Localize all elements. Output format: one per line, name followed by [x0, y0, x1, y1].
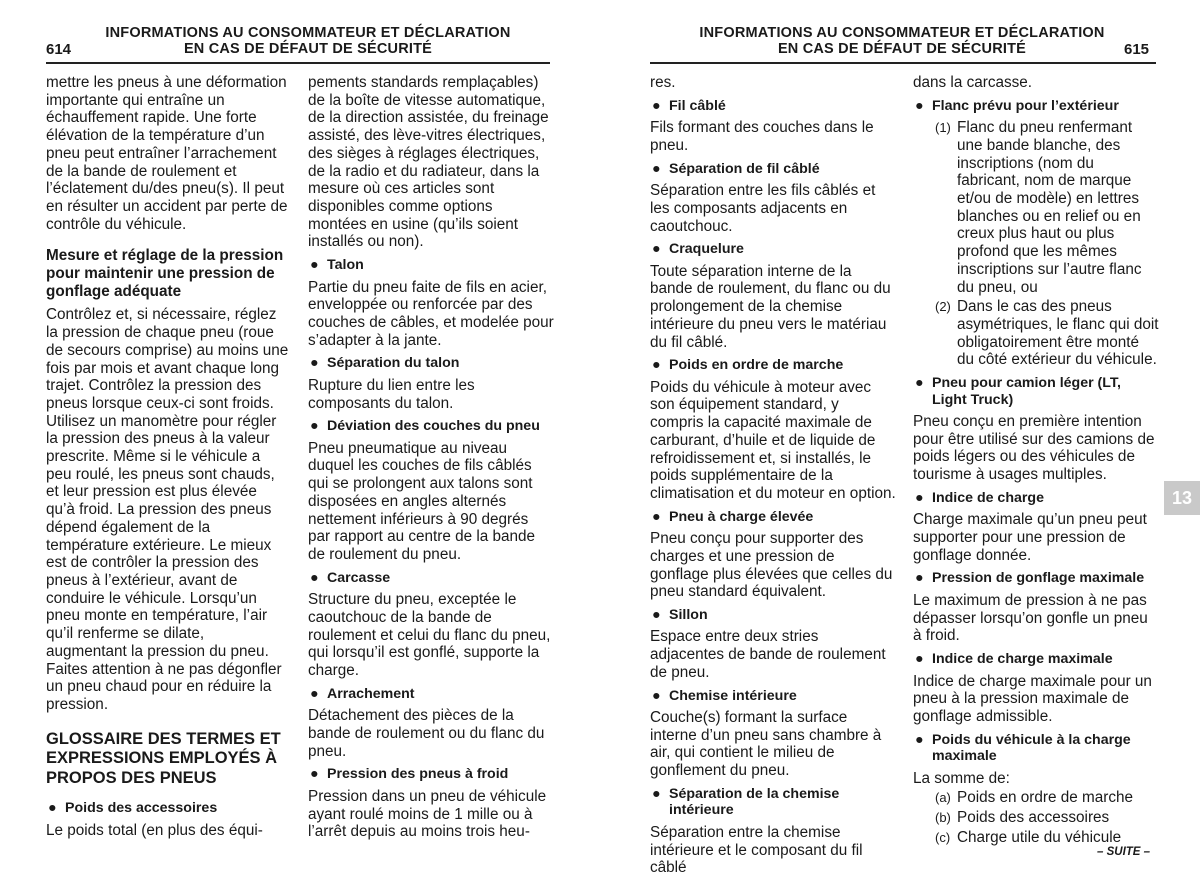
glossary-term	[913, 651, 1159, 668]
bullet-icon: ●	[310, 569, 319, 586]
item-number: (2)	[935, 299, 951, 315]
left-page-header	[88, 25, 528, 57]
left-header-line2: EN CAS DE DÉFAUT DE SÉCURITÉ	[183, 41, 433, 57]
col1-paragraph-1: mettre les pneus à une déformation importante qui entraîne un échauffement rapide. Une forte élévation de la température d’un pneu peut entraîner l’arrachement de la bande de roulement et l’éclatement du/des pneu(s). Il peut en résulter un accident par perte de contrôle du véhicule.	[46, 74, 288, 233]
term-definition: Séparation entre la chemise intérieure et le composant du fil câblé	[650, 823, 863, 877]
term-definition: Séparation entre les fils câblés et les composants adjacents en caoutchouc.	[650, 182, 876, 235]
bullet-icon: ●	[652, 160, 661, 177]
continued-label: – SUITE –	[1097, 846, 1151, 858]
right-header-line1: INFORMATIONS AU CONSOMMATEUR ET DÉCLARATION	[699, 25, 1105, 41]
term-label: Arrachement	[327, 685, 415, 702]
term-label: Chemise intérieure	[669, 687, 797, 704]
glossary-term	[913, 732, 1159, 765]
term-definition: Couche(s) formant la surface interne d’un pneu sans chambre à air, qui contient le milieu de gonflement du pneu.	[650, 709, 882, 780]
item-letter: (a)	[935, 790, 951, 806]
bullet-icon: ●	[652, 357, 661, 374]
left-header-rule	[46, 62, 550, 64]
right-page-header	[672, 25, 1132, 57]
term-label: Carcasse	[327, 569, 391, 586]
glossary-title: GLOSSAIRE DES TERMES ET EXPRESSIONS EMPLOYÉS À PROPOS DES PNEUS	[46, 729, 281, 787]
item-text: Flanc du pneu renfermant une bande blanche, des inscriptions (nom du fabricant, nom de marque et/ou de modèle) en lettres blanches ou en relief ou en creux plus haut ou plus profond que les mêmes inscriptions sur l’autre flanc du pneu, ou	[957, 119, 1142, 296]
term-definition: Le maximum de pression à ne pas dépasser lorsqu’on gonfle un pneu à froid.	[913, 591, 1148, 645]
term-label: Flanc prévu pour l’extérieur	[932, 97, 1119, 114]
bullet-icon: ●	[652, 97, 661, 114]
glossary-term	[308, 418, 554, 435]
term-definition: Partie du pneu faite de fils en acier, enveloppée ou renforcée par des couches de câbles, et modelée pour s’adapter à la jante.	[308, 278, 554, 349]
term-label: Pneu pour camion léger (LT, Light Truck)	[932, 375, 1121, 408]
bullet-icon: ●	[915, 731, 924, 748]
col2-paragraph-1: pements standards remplaçables) de la boîte de vitesse automatique, de la direction assistée, du freinage assisté, des lève-vitres électriques, des sièges à réglages électriques, de la radio et du radiateur, dans la mesure où ces articles sont disponibles comme options montées en usine (qu’ils soient installés ou non).	[308, 74, 549, 251]
glossary-term	[308, 355, 554, 372]
lettered-item	[913, 789, 1159, 807]
term-definition: Pression dans un pneu de véhicule ayant roulé moins de 1 mille ou à l’arrêt depuis au moins trois heu-	[308, 787, 547, 841]
glossary-term	[650, 357, 896, 374]
chapter-tab: 13	[1164, 481, 1200, 515]
pressure-section-heading: Mesure et réglage de la pression pour maintenir une pression de gonflage adéquate	[46, 247, 284, 300]
glossary-term	[650, 241, 896, 258]
term-definition: Détachement des pièces de la bande de roulement ou du flanc du pneu.	[308, 707, 545, 760]
term-definition: Rupture du lien entre les composants du talon.	[308, 376, 475, 412]
bullet-icon: ●	[310, 418, 319, 435]
left-page-number: 614	[46, 41, 72, 58]
glossary-term	[308, 257, 554, 274]
item-letter: (b)	[935, 810, 951, 826]
term-label: Poids en ordre de marche	[669, 357, 844, 374]
bullet-icon: ●	[915, 489, 924, 506]
lettered-item	[913, 809, 1159, 827]
item-text: Dans le cas des pneus asymétriques, le flanc qui doit obligatoirement être monté du côté extérieur du véhicule.	[957, 298, 1159, 369]
bullet-icon: ●	[652, 241, 661, 258]
term-label: Pression des pneus à froid	[327, 766, 509, 783]
term-label: Déviation des couches du pneu	[327, 418, 540, 435]
term-label: Séparation du talon	[327, 355, 460, 372]
glossary-term	[650, 688, 896, 705]
item-letter: (c)	[935, 829, 951, 845]
right-page-number: 615	[1124, 41, 1150, 58]
bullet-icon: ●	[310, 766, 319, 783]
column-2	[308, 74, 554, 843]
term-label: Sillon	[669, 606, 708, 623]
term-definition: Poids du véhicule à moteur avec son équipement standard, y compris la capacité maximale de carburant, d’huile et de liquide de refroidissement et, si installés, le poids supplémentaire de la climatisation et du moteur en option.	[650, 378, 896, 502]
left-header-line1: INFORMATIONS AU CONSOMMATEUR ET DÉCLARATION	[105, 25, 511, 41]
bullet-icon: ●	[48, 800, 57, 817]
term-label: Indice de charge maximale	[932, 651, 1113, 668]
bullet-icon: ●	[652, 785, 661, 802]
col4-continuation: dans la carcasse.	[913, 74, 1033, 91]
glossary-term	[650, 161, 896, 178]
term-label: Séparation de fil câblé	[669, 160, 820, 177]
bullet-icon: ●	[915, 97, 924, 114]
bullet-icon: ●	[915, 570, 924, 587]
bullet-icon: ●	[310, 257, 319, 274]
glossary-term	[46, 800, 289, 817]
item-number: (1)	[935, 120, 951, 136]
term-label: Fil câblé	[669, 97, 726, 114]
col3-continuation: res.	[650, 74, 676, 91]
glossary-term	[913, 375, 1159, 408]
glossary-term	[308, 766, 554, 783]
glossary-term	[913, 98, 1159, 115]
numbered-item	[913, 119, 1159, 296]
term-definition: Pneu conçu en première intention pour être utilisé sur des camions de poids légers ou des véhicules de tourisme à usages multiples.	[913, 413, 1155, 484]
term-definition: Espace entre deux stries adjacentes de bande de roulement de pneu.	[650, 628, 886, 681]
bullet-icon: ●	[915, 651, 924, 668]
item-text: Poids en ordre de marche	[957, 789, 1134, 807]
glossary-term	[650, 98, 896, 115]
term-label: Poids du véhicule à la charge maximale	[932, 731, 1131, 765]
term-label: Indice de charge	[932, 489, 1044, 506]
term-definition: Pneu conçu pour supporter des charges et une pression de gonflage plus élevées que celles du pneu standard équivalent.	[650, 530, 893, 601]
term-label: Talon	[327, 257, 364, 274]
term-label: Pneu à charge élevée	[669, 508, 814, 525]
bullet-icon: ●	[310, 685, 319, 702]
term-definition: Toute séparation interne de la bande de roulement, du flanc ou du prolongement de la chemise intérieure du pneu vers le matériau du fil câblé.	[650, 262, 891, 351]
term-label: Poids des accessoires	[65, 800, 218, 817]
bullet-icon: ●	[652, 687, 661, 704]
column-1	[46, 74, 289, 841]
glossary-term	[650, 509, 896, 526]
bullet-icon: ●	[310, 355, 319, 372]
term-definition: Fils formant des couches dans le pneu.	[650, 119, 874, 154]
glossary-term	[308, 686, 554, 703]
bullet-icon: ●	[915, 375, 924, 392]
numbered-item	[913, 298, 1159, 369]
term-label: Craquelure	[669, 241, 744, 258]
glossary-term	[650, 786, 896, 819]
bullet-icon: ●	[652, 606, 661, 623]
col1-paragraph-2: Contrôlez et, si nécessaire, réglez la pression de chaque pneu (roue de secours comprise) au moins une fois par mois et avant chaque long trajet. Contrôlez la pression des pneus lorsque ceux-ci sont froids. Utilisez un manomètre pour régler la pression des pneus à la valeur prescrite. Même si le véhicule a peu roulé, les pneus sont chauds, et leur pression est plus élevée qu’à froid. La pression des pneus dépend également de la température extérieure. Le mieux est de contrôler la pression des pneus à l’extérieur, avant de conduire le véhicule. Lorsqu’un pneu monte en température, l’air qu’il renferme se dilate, augmentant la pression du pneu. Faites attention à ne pas dégonfler un pneu chaud pour en réduire la pression.	[46, 306, 289, 713]
term-label: Pression de gonflage maximale	[932, 570, 1145, 587]
term-definition: Structure du pneu, exceptée le caoutchouc de la bande de roulement et celui du flanc du pneu, qui lorsqu’il est gonflé, supporte la charge.	[308, 591, 551, 679]
term-definition: Pneu pneumatique au niveau duquel les couches de fils câblés qui se prolongent aux talons sont disposées en angles alternés nettement inférieurs à 90 degrés par rapport au centre de la bande de roulement du pneu.	[308, 439, 536, 563]
term-definition: La somme de:	[913, 769, 1010, 787]
glossary-term	[308, 570, 554, 587]
column-4	[913, 74, 1159, 849]
term-definition: Le poids total (en plus des équi-	[46, 821, 263, 839]
term-label: Séparation de la chemise intérieure	[669, 785, 840, 819]
right-header-rule	[650, 62, 1156, 64]
term-definition: Indice de charge maximale pour un pneu à la pression maximale de gonflage admissible.	[913, 672, 1152, 725]
item-text: Poids des accessoires	[957, 809, 1110, 827]
lettered-item	[913, 829, 1159, 847]
column-3	[650, 74, 896, 879]
item-text: Charge utile du véhicule	[957, 828, 1122, 846]
glossary-term	[913, 490, 1159, 507]
term-definition: Charge maximale qu’un pneu peut supporter pour une pression de gonflage donnée.	[913, 511, 1147, 564]
glossary-term	[650, 607, 896, 624]
glossary-term	[913, 570, 1159, 587]
right-header-line2: EN CAS DE DÉFAUT DE SÉCURITÉ	[777, 41, 1027, 57]
bullet-icon: ●	[652, 508, 661, 525]
